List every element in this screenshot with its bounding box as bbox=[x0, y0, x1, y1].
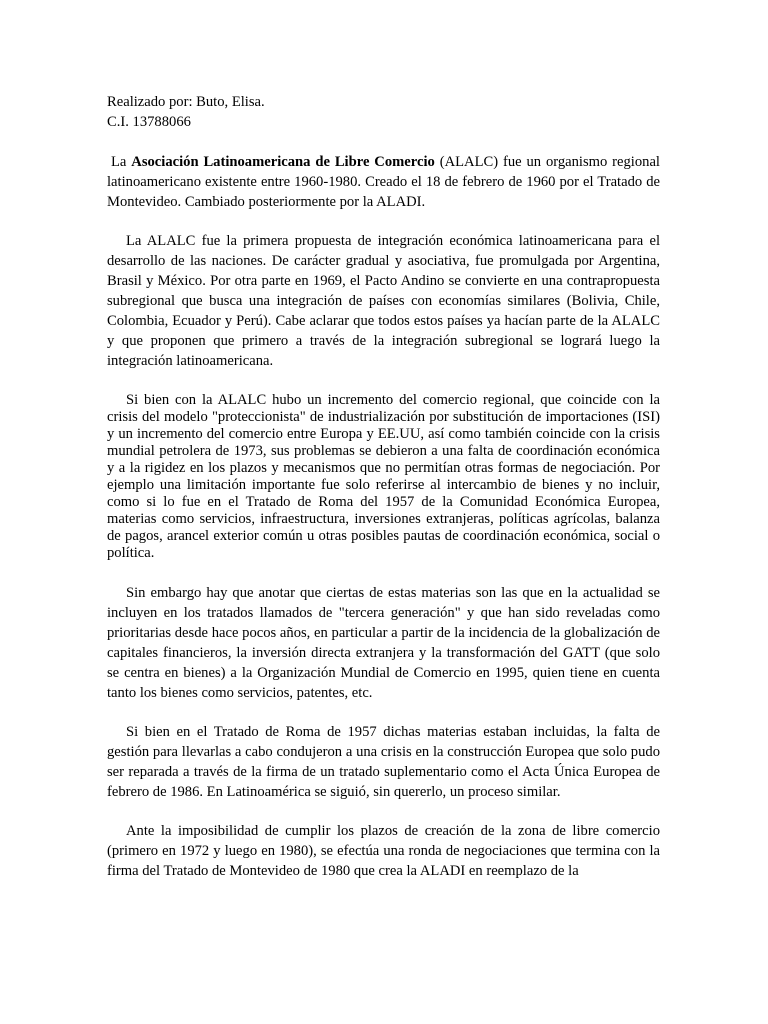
intro-body: (ALALC) fue un organismo regional latinoamericano existente entre 1960-1980. Creado el 18 de febrero de 1960 por el Tratado de Montevideo. Cambiado posteriormente por la ALADI. bbox=[107, 154, 660, 210]
paragraph-first-proposal: La ALALC fue la primera propuesta de integración económica latinoamericana para el desarrollo de las naciones. De carácter gradual y asociativa, fue promulgada por Argentina, Brasil y México. Por otra parte en 1969, el Pacto Andino se convierte en una contrapropuesta subregional que busca una integración de países con economías similares (Bolivia, Chile, Colombia, Ecuador y Perú). Cabe aclarar que todos estos países ya hacían parte de la ALALC y que proponen que primero a través de la integración subregional se logrará luego la integración latinoamericana. bbox=[107, 233, 660, 369]
author-line: Realizado por: Buto, Elisa. bbox=[107, 94, 265, 110]
paragraph-third-generation: Sin embargo hay que anotar que ciertas de estas materias son las que en la actualidad se incluyen en los tratados llamados de "tercera generación" y que han sido reveladas como prioritarias desde hace pocos años, en particular a partir de la incidencia de la globalización de capitales financieros, la inversión directa extranjera y la transformación del GATT (que solo se centra en bienes) a la Organización Mundial de Comercio en 1995, quien tiene en cuenta tanto los bienes como servicios, patentes, etc. bbox=[107, 585, 660, 701]
paragraph-alalc-intro bbox=[107, 152, 660, 212]
id-line: C.I. 13788066 bbox=[107, 114, 191, 130]
document-page bbox=[107, 92, 660, 881]
alalc-full-name: Asociación Latinoamericana de Libre Comercio bbox=[131, 154, 435, 170]
paragraph-treaty-of-rome: Si bien en el Tratado de Roma de 1957 dichas materias estaban incluidas, la falta de gestión para llevarlas a cabo condujeron a una crisis en la construcción Europea que solo pudo ser reparada a través de la firma de un tratado suplementario como el Acta Única Europea de febrero de 1986. En Latinoamérica se siguió, sin quererlo, un proceso similar. bbox=[107, 724, 660, 800]
paragraph-aladi-creation: Ante la imposibilidad de cumplir los plazos de creación de la zona de libre comercio (primero en 1972 y luego en 1980), se efectúa una ronda de negociaciones que termina con la firma del Tratado de Montevideo de 1980 que crea la ALADI en reemplazo de la bbox=[107, 823, 660, 879]
document-header bbox=[107, 92, 660, 132]
intro-prefix: La bbox=[111, 154, 132, 170]
paragraph-regional-trade: Si bien con la ALALC hubo un incremento del comercio regional, que coincide con la crisis del modelo "proteccionista" de industrialización por substitución de importaciones (ISI) y un incremento del comercio entre Europa y EE.UU, así como también coincide con la crisis mundial petrolera de 1973, sus problemas se debieron a una falta de coordinación económica y a la rigidez en los plazos y mecanismos que no permitían otras formas de negociación. Por ejemplo una limitación importante fue solo referirse al intercambio de bienes y no incluir, como si lo fue en el Tratado de Roma del 1957 de la Comunidad Económica Europea, materias como servicios, infraestructura, inversiones extranjeras, políticas agrícolas, balanza de pagos, arancel exterior común u otras posibles pautas de coordinación económica, social o política. bbox=[107, 392, 660, 561]
